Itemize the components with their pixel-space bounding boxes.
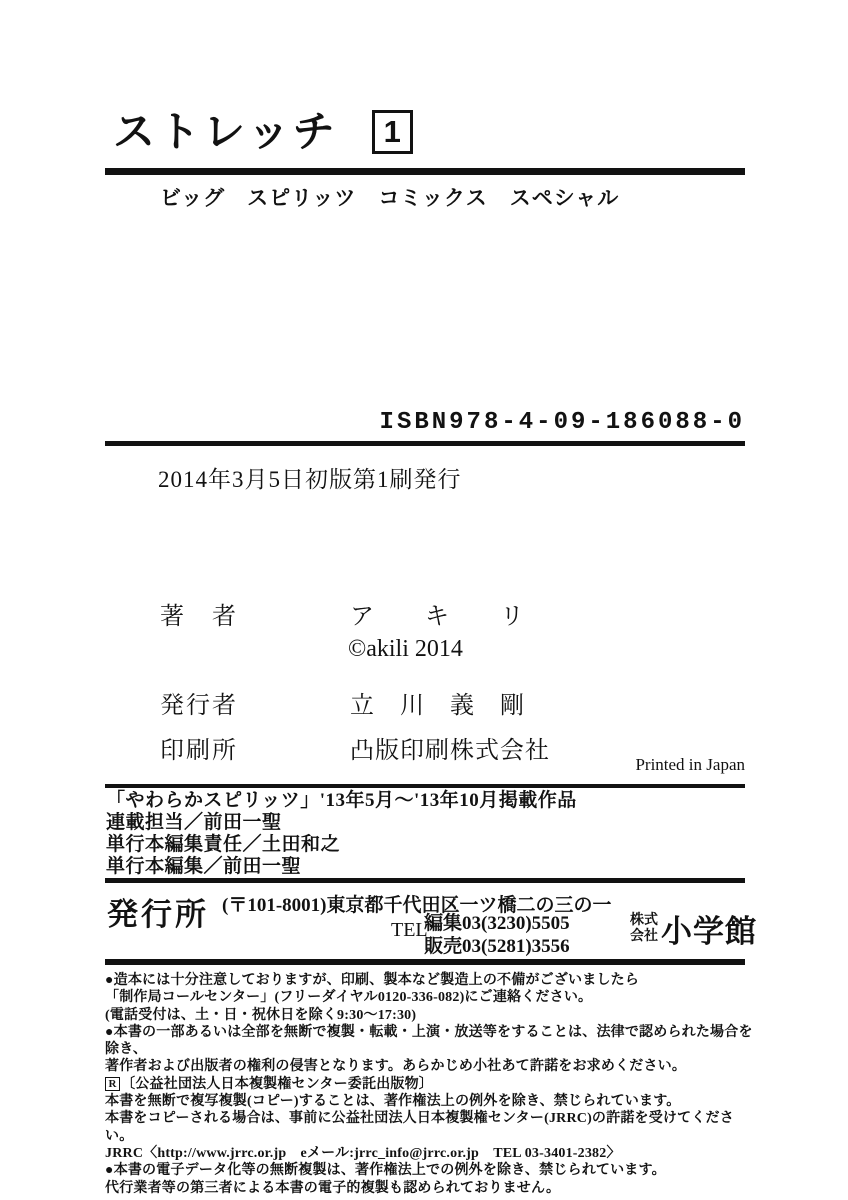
tel-editorial: 編集03(3230)5505 xyxy=(424,913,570,934)
serialization-line: 「やわらかスピリッツ」'13年5月～'13年10月掲載作品 xyxy=(106,790,577,811)
legal-block xyxy=(105,972,755,1197)
issuer-name: 立 川 義 剛 xyxy=(350,693,525,719)
serialization-block xyxy=(106,790,577,878)
legal-line: 著作者および出版者の権利の侵害となります。あらかじめ小社あて許諾をお求めください。 xyxy=(105,1059,687,1075)
title-block xyxy=(113,107,413,155)
company-prefix xyxy=(630,913,658,945)
volume-number-box: 1 xyxy=(372,110,413,154)
serialization-line: 連載担当／前田一聖 xyxy=(106,812,282,833)
tel-label: TEL xyxy=(391,919,428,941)
publisher-label: 発行所 xyxy=(107,897,209,932)
series-imprint: ビッグ スピリッツ コミックス スペシャル xyxy=(160,187,620,210)
printed-in-japan: Printed in Japan xyxy=(635,755,745,774)
publisher-company xyxy=(630,906,757,951)
company-prefix-top: 株式 xyxy=(630,912,658,928)
edition-date: 2014年3月5日初版第1刷発行 xyxy=(158,467,462,492)
legal-line: ●造本には十分注意しておりますが、印刷、製本など製造上の不備がございましたら xyxy=(105,973,640,988)
serialization-line: 単行本編集／前田一聖 xyxy=(106,856,302,877)
title-rule xyxy=(105,168,745,175)
legal-line: (電話受付は、土・日・祝休日を除く9:30～17:30) xyxy=(105,1007,417,1023)
printer-name: 凸版印刷株式会社 xyxy=(350,738,550,764)
legal-line: JRRC〈http://www.jrrc.or.jp eメール:jrrc_info@jrrc.or.jp TEL 03-3401-2382〉 xyxy=(105,1145,621,1161)
company-prefix-bottom: 会社 xyxy=(630,928,658,944)
credits-rule xyxy=(105,784,745,788)
publisher-rule xyxy=(105,959,745,965)
legal-line: ●本書の一部あるいは全部を無断で複製・転載・上演・放送等をすることは、法律で認められた場合を除き、 xyxy=(105,1024,753,1058)
jrrc-registration-text: 〔公益社団法人日本複製権センター委託出版物〕 xyxy=(121,1076,433,1092)
tel-sales: 販売03(5281)3556 xyxy=(424,936,570,957)
publisher-address: (〒101-8001)東京都千代田区一ツ橋二の三の一 xyxy=(222,895,612,916)
legal-line: 本書をコピーされる場合は、事前に公益社団法人日本複製権センター(JRRC)の許諾を受けてください。 xyxy=(105,1111,734,1144)
registered-mark-icon: R xyxy=(105,1077,120,1091)
page-title: ストレッチ xyxy=(113,107,338,155)
serialization-line: 単行本編集責任／土田和之 xyxy=(106,834,341,855)
company-name: 小学館 xyxy=(661,914,757,949)
legal-line: 本書を無断で複写複製(コピー)することは、著作権法上の例外を除き、禁じられています。 xyxy=(105,1094,681,1110)
legal-line: ●本書の電子データ化等の無断複製は、著作権法上での例外を除き、禁じられています。 xyxy=(105,1163,666,1179)
isbn-number: ISBN978-4-09-186088-0 xyxy=(379,409,745,436)
legal-line-jrrc-registration xyxy=(105,1076,755,1093)
serialization-rule xyxy=(105,878,745,883)
author-name: ア キ リ xyxy=(350,604,525,630)
printer-label: 印刷所 xyxy=(160,738,238,764)
issuer-label: 発行者 xyxy=(160,693,238,719)
legal-line: 「制作局コールセンター」(フリーダイヤル0120-336-082)にご連絡ください。 xyxy=(105,990,593,1006)
legal-line: 代行業者等の第三者による本書の電子的複製も認められておりません。 xyxy=(105,1180,561,1196)
copyright-note: ©akili 2014 xyxy=(348,636,463,662)
author-label: 著 者 xyxy=(160,604,238,630)
isbn-rule xyxy=(105,441,745,446)
